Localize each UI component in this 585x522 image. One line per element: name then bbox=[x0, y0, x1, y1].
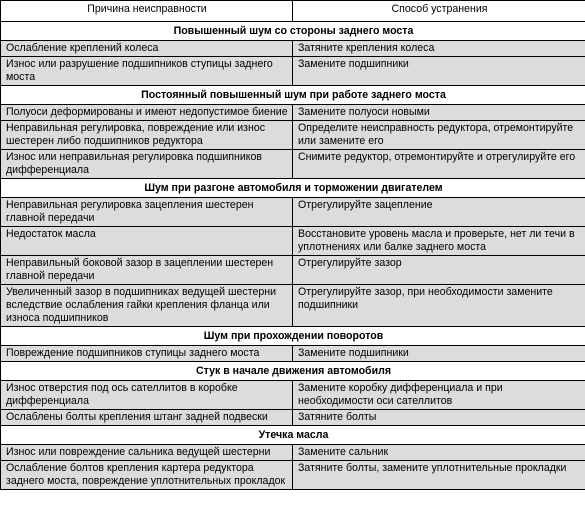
section-title: Повышенный шум со стороны заднего моста bbox=[1, 22, 585, 41]
table-header bbox=[1, 1, 585, 22]
cause-cell: Недостаток масла bbox=[1, 227, 293, 256]
table-row bbox=[1, 445, 585, 461]
cause-cell: Износ или неправильная регулировка подшипников дифференциала bbox=[1, 150, 293, 179]
cause-cell: Ослабление креплений колеса bbox=[1, 41, 293, 57]
section-row bbox=[1, 22, 585, 41]
header-row bbox=[1, 1, 585, 22]
remedy-cell: Затяните болты bbox=[293, 410, 585, 426]
cause-cell: Полуоси деформированы и имеют недопустимое биение bbox=[1, 105, 293, 121]
remedy-cell: Замените подшипники bbox=[293, 346, 585, 362]
remedy-cell: Отрегулируйте зазор bbox=[293, 256, 585, 285]
section-title: Шум при разгоне автомобиля и торможении двигателем bbox=[1, 179, 585, 198]
table-row bbox=[1, 41, 585, 57]
table-row bbox=[1, 346, 585, 362]
section-row bbox=[1, 426, 585, 445]
remedy-cell: Снимите редуктор, отремонтируйте и отрегулируйте его bbox=[293, 150, 585, 179]
cause-cell: Повреждение подшипников ступицы заднего моста bbox=[1, 346, 293, 362]
table-row bbox=[1, 461, 585, 490]
section-row bbox=[1, 86, 585, 105]
table-body bbox=[1, 22, 585, 490]
section-row bbox=[1, 362, 585, 381]
remedy-cell: Восстановите уровень масла и проверьте, нет ли течи в уплотнениях или балке заднего моста bbox=[293, 227, 585, 256]
remedy-cell: Замените сальник bbox=[293, 445, 585, 461]
table-row bbox=[1, 150, 585, 179]
section-title: Шум при прохождении поворотов bbox=[1, 327, 585, 346]
section-title: Утечка масла bbox=[1, 426, 585, 445]
cause-cell: Неправильная регулировка зацепления шестерен главной передачи bbox=[1, 198, 293, 227]
cause-cell: Увеличенный зазор в подшипниках ведущей шестерни вследствие ослабления гайки крепления фланца или износа подшипников bbox=[1, 285, 293, 327]
cause-cell: Ослаблены болты крепления штанг задней подвески bbox=[1, 410, 293, 426]
header-cause: Причина неисправности bbox=[1, 1, 293, 22]
cause-cell: Износ или повреждение сальника ведущей шестерни bbox=[1, 445, 293, 461]
table-row bbox=[1, 105, 585, 121]
remedy-cell: Отрегулируйте зацепление bbox=[293, 198, 585, 227]
remedy-cell: Замените подшипники bbox=[293, 57, 585, 86]
section-row bbox=[1, 327, 585, 346]
table-row bbox=[1, 256, 585, 285]
remedy-cell: Определите неисправность редуктора, отремонтируйте или замените его bbox=[293, 121, 585, 150]
table-row bbox=[1, 285, 585, 327]
table-row bbox=[1, 121, 585, 150]
cause-cell: Неправильная регулировка, повреждение или износ шестерен либо подшипников редуктора bbox=[1, 121, 293, 150]
cause-cell: Неправильный боковой зазор в зацеплении шестерен главной передачи bbox=[1, 256, 293, 285]
cause-cell: Ослабление болтов крепления картера редуктора заднего моста, повреждение уплотнительных прокладок bbox=[1, 461, 293, 490]
cause-cell: Износ отверстия под ось сателлитов в коробке дифференциала bbox=[1, 381, 293, 410]
cause-cell: Износ или разрушение подшипников ступицы заднего моста bbox=[1, 57, 293, 86]
remedy-cell: Затяните болты, замените уплотнительные прокладки bbox=[293, 461, 585, 490]
remedy-cell: Отрегулируйте зазор, при необходимости замените подшипники bbox=[293, 285, 585, 327]
section-title: Постоянный повышенный шум при работе заднего моста bbox=[1, 86, 585, 105]
remedy-cell: Затяните крепления колеса bbox=[293, 41, 585, 57]
section-title: Стук в начале движения автомобиля bbox=[1, 362, 585, 381]
table-row bbox=[1, 410, 585, 426]
header-remedy: Способ устранения bbox=[293, 1, 585, 22]
remedy-cell: Замените коробку дифференциала и при необходимости оси сателлитов bbox=[293, 381, 585, 410]
table-row bbox=[1, 57, 585, 86]
table-row bbox=[1, 198, 585, 227]
table-row bbox=[1, 227, 585, 256]
remedy-cell: Замените полуоси новыми bbox=[293, 105, 585, 121]
section-row bbox=[1, 179, 585, 198]
table-row bbox=[1, 381, 585, 410]
